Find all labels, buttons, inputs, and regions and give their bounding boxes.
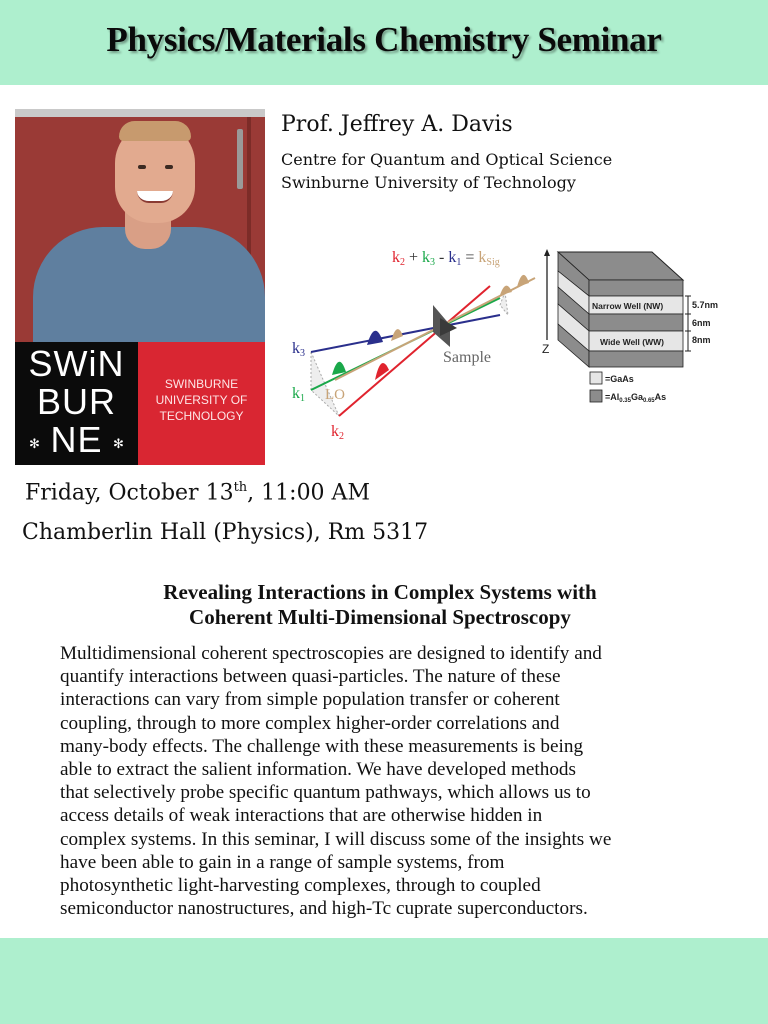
- page-title: Physics/Materials Chemistry Seminar: [106, 20, 662, 59]
- svg-text:=Al0.35Ga0.65As: $=Al_{0.35}Ga_{0.65}As$: [605, 392, 667, 404]
- logo-text-line: UNIVERSITY OF: [155, 393, 248, 407]
- talk-title-line: Revealing Interactions in Complex Systems with: [163, 580, 597, 604]
- abstract-line: Multidimensional coherent spectroscopies are designed to identify and: [60, 643, 602, 664]
- photo-door-handle: [237, 129, 243, 189]
- logo-wordmark: [138, 342, 265, 465]
- event-location: Chamberlin Hall (Physics), Rm 5317: [22, 520, 429, 545]
- speaker-photo: [15, 109, 265, 342]
- abstract-line: photosynthetic light-harvesting complexes, through to coupled: [60, 875, 541, 897]
- svg-text:k2: k2: [331, 423, 344, 440]
- talk-abstract: [60, 642, 710, 920]
- abstract-line: many-body effects. The challenge with these measurements is being: [60, 735, 584, 757]
- star-icon: ✻: [29, 436, 40, 451]
- logo-mark-line: SWiN: [28, 343, 125, 384]
- event-date: Friday, October 13: [25, 480, 234, 506]
- svg-text:k1: k1: [292, 385, 305, 404]
- event-date-ordinal: th: [233, 480, 248, 495]
- logo-text-line: TECHNOLOGY: [159, 409, 244, 423]
- svg-text:Sample: Sample: [443, 349, 491, 366]
- logo-mark-line: NE: [50, 419, 103, 460]
- photo-eye: [138, 165, 146, 169]
- logo-text-line: SWINBURNE: [164, 377, 239, 391]
- svg-text:k3: k3: [292, 340, 305, 359]
- quantum-well-diagram: [540, 240, 740, 415]
- svg-text:k2 + k3 - k1 = kSig: k2 + k3 - k1 = kSig: [392, 249, 500, 268]
- affiliation-line: Swinburne University of Technology: [281, 173, 576, 192]
- logo-mark-line: BUR: [36, 381, 116, 422]
- svg-text:Wide Well (WW): Wide Well (WW): [600, 337, 664, 347]
- event-time: , 11:00 AM: [247, 480, 370, 506]
- affiliation-line: Centre for Quantum and Optical Science: [281, 150, 613, 169]
- star-icon: ✻: [113, 436, 124, 451]
- abstract-line: have been able to gain in a range of sample systems, from: [60, 851, 505, 873]
- abstract-line: complex systems. In this seminar, I will discuss some of the insights we: [60, 828, 612, 850]
- svg-text:Narrow Well (NW): Narrow Well (NW): [592, 301, 664, 311]
- abstract-line: access details of weak interactions that are otherwise hidden in: [60, 805, 543, 827]
- footer-band: [0, 938, 768, 1024]
- photo-hair: [119, 121, 191, 141]
- talk-title-line: Coherent Multi-Dimensional Spectroscopy: [189, 605, 571, 629]
- svg-text:8nm: 8nm: [692, 335, 711, 345]
- logo-mark: [15, 342, 138, 465]
- abstract-line: interactions can vary from simple population transfer or coherent: [60, 689, 560, 711]
- abstract-line: able to extract the salient information. We have developed methods: [60, 759, 576, 781]
- photo-wall-trim: [15, 109, 265, 117]
- abstract-line: coupling, through to more complex higher-order correlations and: [60, 712, 560, 734]
- speaker-affiliation: [281, 148, 612, 194]
- talk-title: [50, 580, 710, 630]
- svg-text:Z: Z: [542, 342, 550, 356]
- photo-eye: [165, 165, 173, 169]
- svg-text:LO: LO: [325, 387, 345, 403]
- abstract-line: that selectively probe specific quantum pathways, which allows us to: [60, 782, 591, 804]
- swinburne-logo: [15, 342, 265, 465]
- abstract-line: quantify interactions between quasi-particles. The nature of these: [60, 666, 561, 688]
- abstract-line: semiconductor nanostructures, and high-Tc cuprate superconductors.: [60, 898, 588, 920]
- beam-geometry-diagram: [280, 240, 540, 440]
- svg-text:6nm: 6nm: [692, 318, 711, 328]
- speaker-name: Prof. Jeffrey A. Davis: [281, 112, 513, 137]
- event-datetime: [25, 480, 370, 505]
- svg-text:5.7nm: 5.7nm: [692, 300, 719, 310]
- svg-text:=GaAs: =GaAs: [605, 374, 634, 384]
